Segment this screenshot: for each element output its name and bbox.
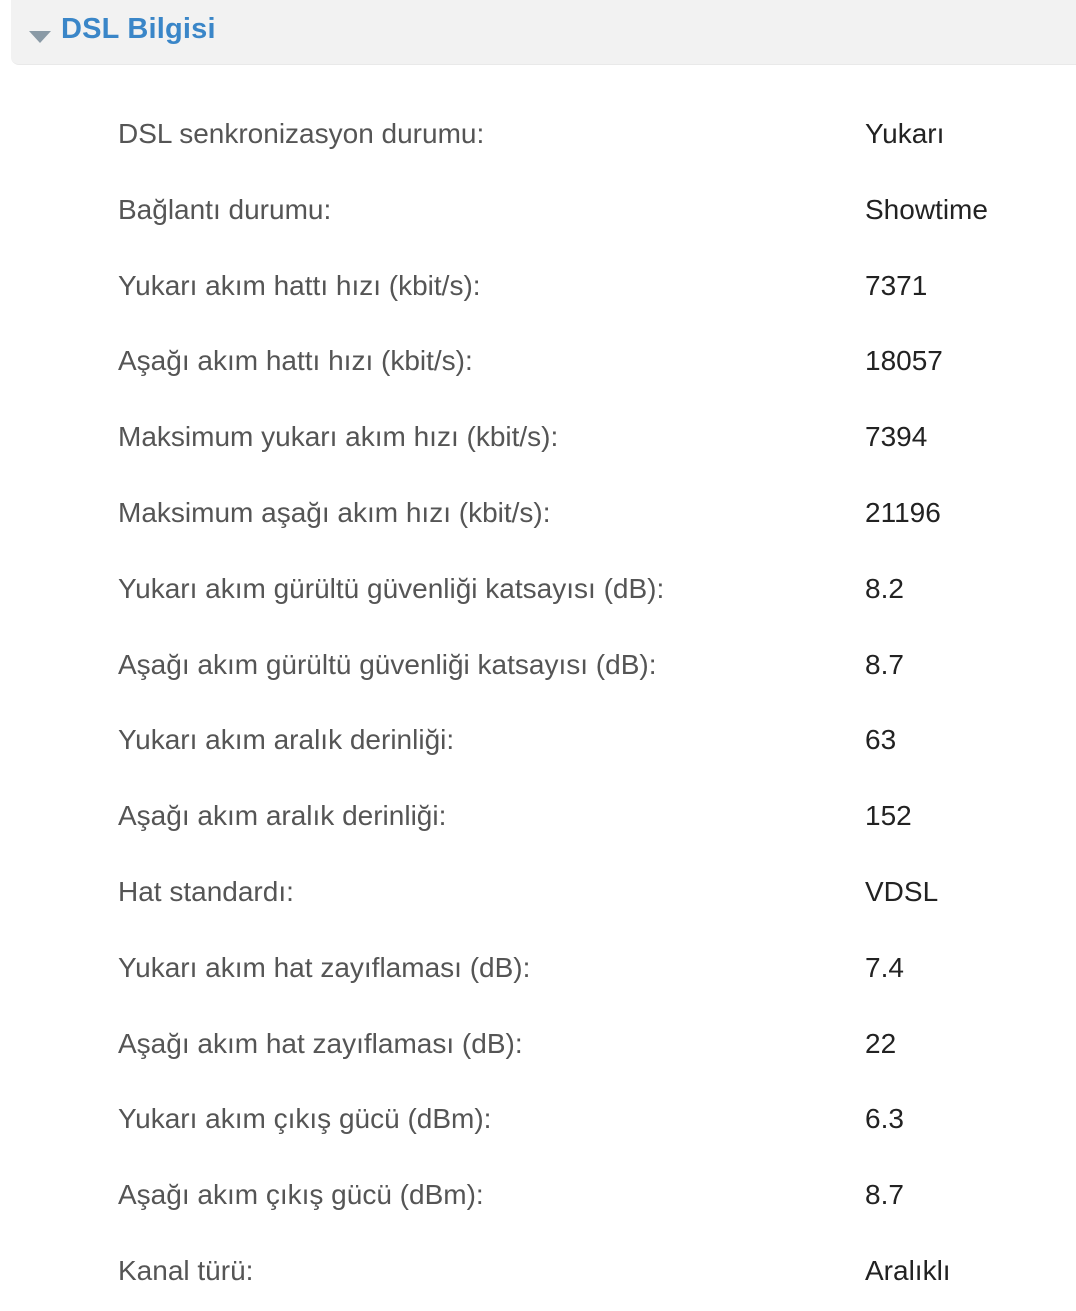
info-label: Yukarı akım aralık derinliği: bbox=[118, 724, 455, 756]
info-value: 22 bbox=[865, 1027, 897, 1059]
info-value: 63 bbox=[865, 724, 897, 756]
info-value: 152 bbox=[865, 800, 912, 832]
info-row-upstream-attenuation bbox=[0, 932, 1076, 1008]
info-label: Aşağı akım çıkış gücü (dBm): bbox=[118, 1179, 484, 1211]
info-row-max-upstream-rate bbox=[0, 401, 1076, 477]
dsl-info-panel-header[interactable] bbox=[11, 0, 1076, 65]
info-label: Aşağı akım hat zayıflaması (dB): bbox=[118, 1027, 523, 1059]
panel-title: DSL Bilgisi bbox=[61, 13, 216, 45]
info-row-downstream-attenuation bbox=[0, 1008, 1076, 1084]
info-value: 8.2 bbox=[865, 572, 904, 604]
info-value: 21196 bbox=[865, 496, 941, 528]
info-label: Yukarı akım hattı hızı (kbit/s): bbox=[118, 269, 481, 301]
info-row-downstream-noise-margin bbox=[0, 629, 1076, 705]
info-value: 8.7 bbox=[865, 648, 904, 680]
dsl-info-list bbox=[0, 98, 1076, 1311]
info-label: Hat standardı: bbox=[118, 875, 294, 907]
info-row-sync-status bbox=[0, 98, 1076, 174]
info-label: Maksimum yukarı akım hızı (kbit/s): bbox=[118, 421, 559, 453]
info-label: Maksimum aşağı akım hızı (kbit/s): bbox=[118, 496, 551, 528]
info-row-downstream-interleave-depth bbox=[0, 780, 1076, 856]
info-value: 7394 bbox=[865, 421, 928, 453]
info-row-line-standard bbox=[0, 856, 1076, 932]
info-label: Yukarı akım çıkış gücü (dBm): bbox=[118, 1103, 492, 1135]
info-label: Yukarı akım gürültü güvenliği katsayısı (dB): bbox=[118, 572, 665, 604]
info-row-channel-type bbox=[0, 1235, 1076, 1311]
info-label: Aşağı akım hattı hızı (kbit/s): bbox=[118, 345, 473, 377]
info-row-downstream-rate bbox=[0, 325, 1076, 401]
info-label: Aşağı akım gürültü güvenliği katsayısı (dB): bbox=[118, 648, 657, 680]
info-row-upstream-output-power bbox=[0, 1083, 1076, 1159]
info-value: 7371 bbox=[865, 269, 928, 301]
info-row-upstream-rate bbox=[0, 250, 1076, 326]
info-value: 6.3 bbox=[865, 1103, 904, 1135]
info-row-downstream-output-power bbox=[0, 1159, 1076, 1235]
info-row-max-downstream-rate bbox=[0, 477, 1076, 553]
info-value: Aralıklı bbox=[865, 1254, 951, 1286]
info-label: Aşağı akım aralık derinliği: bbox=[118, 800, 447, 832]
info-label: DSL senkronizasyon durumu: bbox=[118, 118, 485, 149]
info-value: Yukarı bbox=[865, 118, 945, 149]
info-value: VDSL bbox=[865, 875, 939, 907]
info-row-upstream-noise-margin bbox=[0, 553, 1076, 629]
info-value: 7.4 bbox=[865, 951, 904, 983]
info-value: 8.7 bbox=[865, 1179, 904, 1211]
info-label: Yukarı akım hat zayıflaması (dB): bbox=[118, 951, 531, 983]
caret-down-icon[interactable] bbox=[29, 31, 51, 43]
info-row-connection-status bbox=[0, 174, 1076, 250]
info-label: Kanal türü: bbox=[118, 1254, 254, 1286]
info-value: 18057 bbox=[865, 345, 943, 377]
info-label: Bağlantı durumu: bbox=[118, 193, 332, 225]
info-row-upstream-interleave-depth bbox=[0, 704, 1076, 780]
info-value: Showtime bbox=[865, 193, 988, 225]
